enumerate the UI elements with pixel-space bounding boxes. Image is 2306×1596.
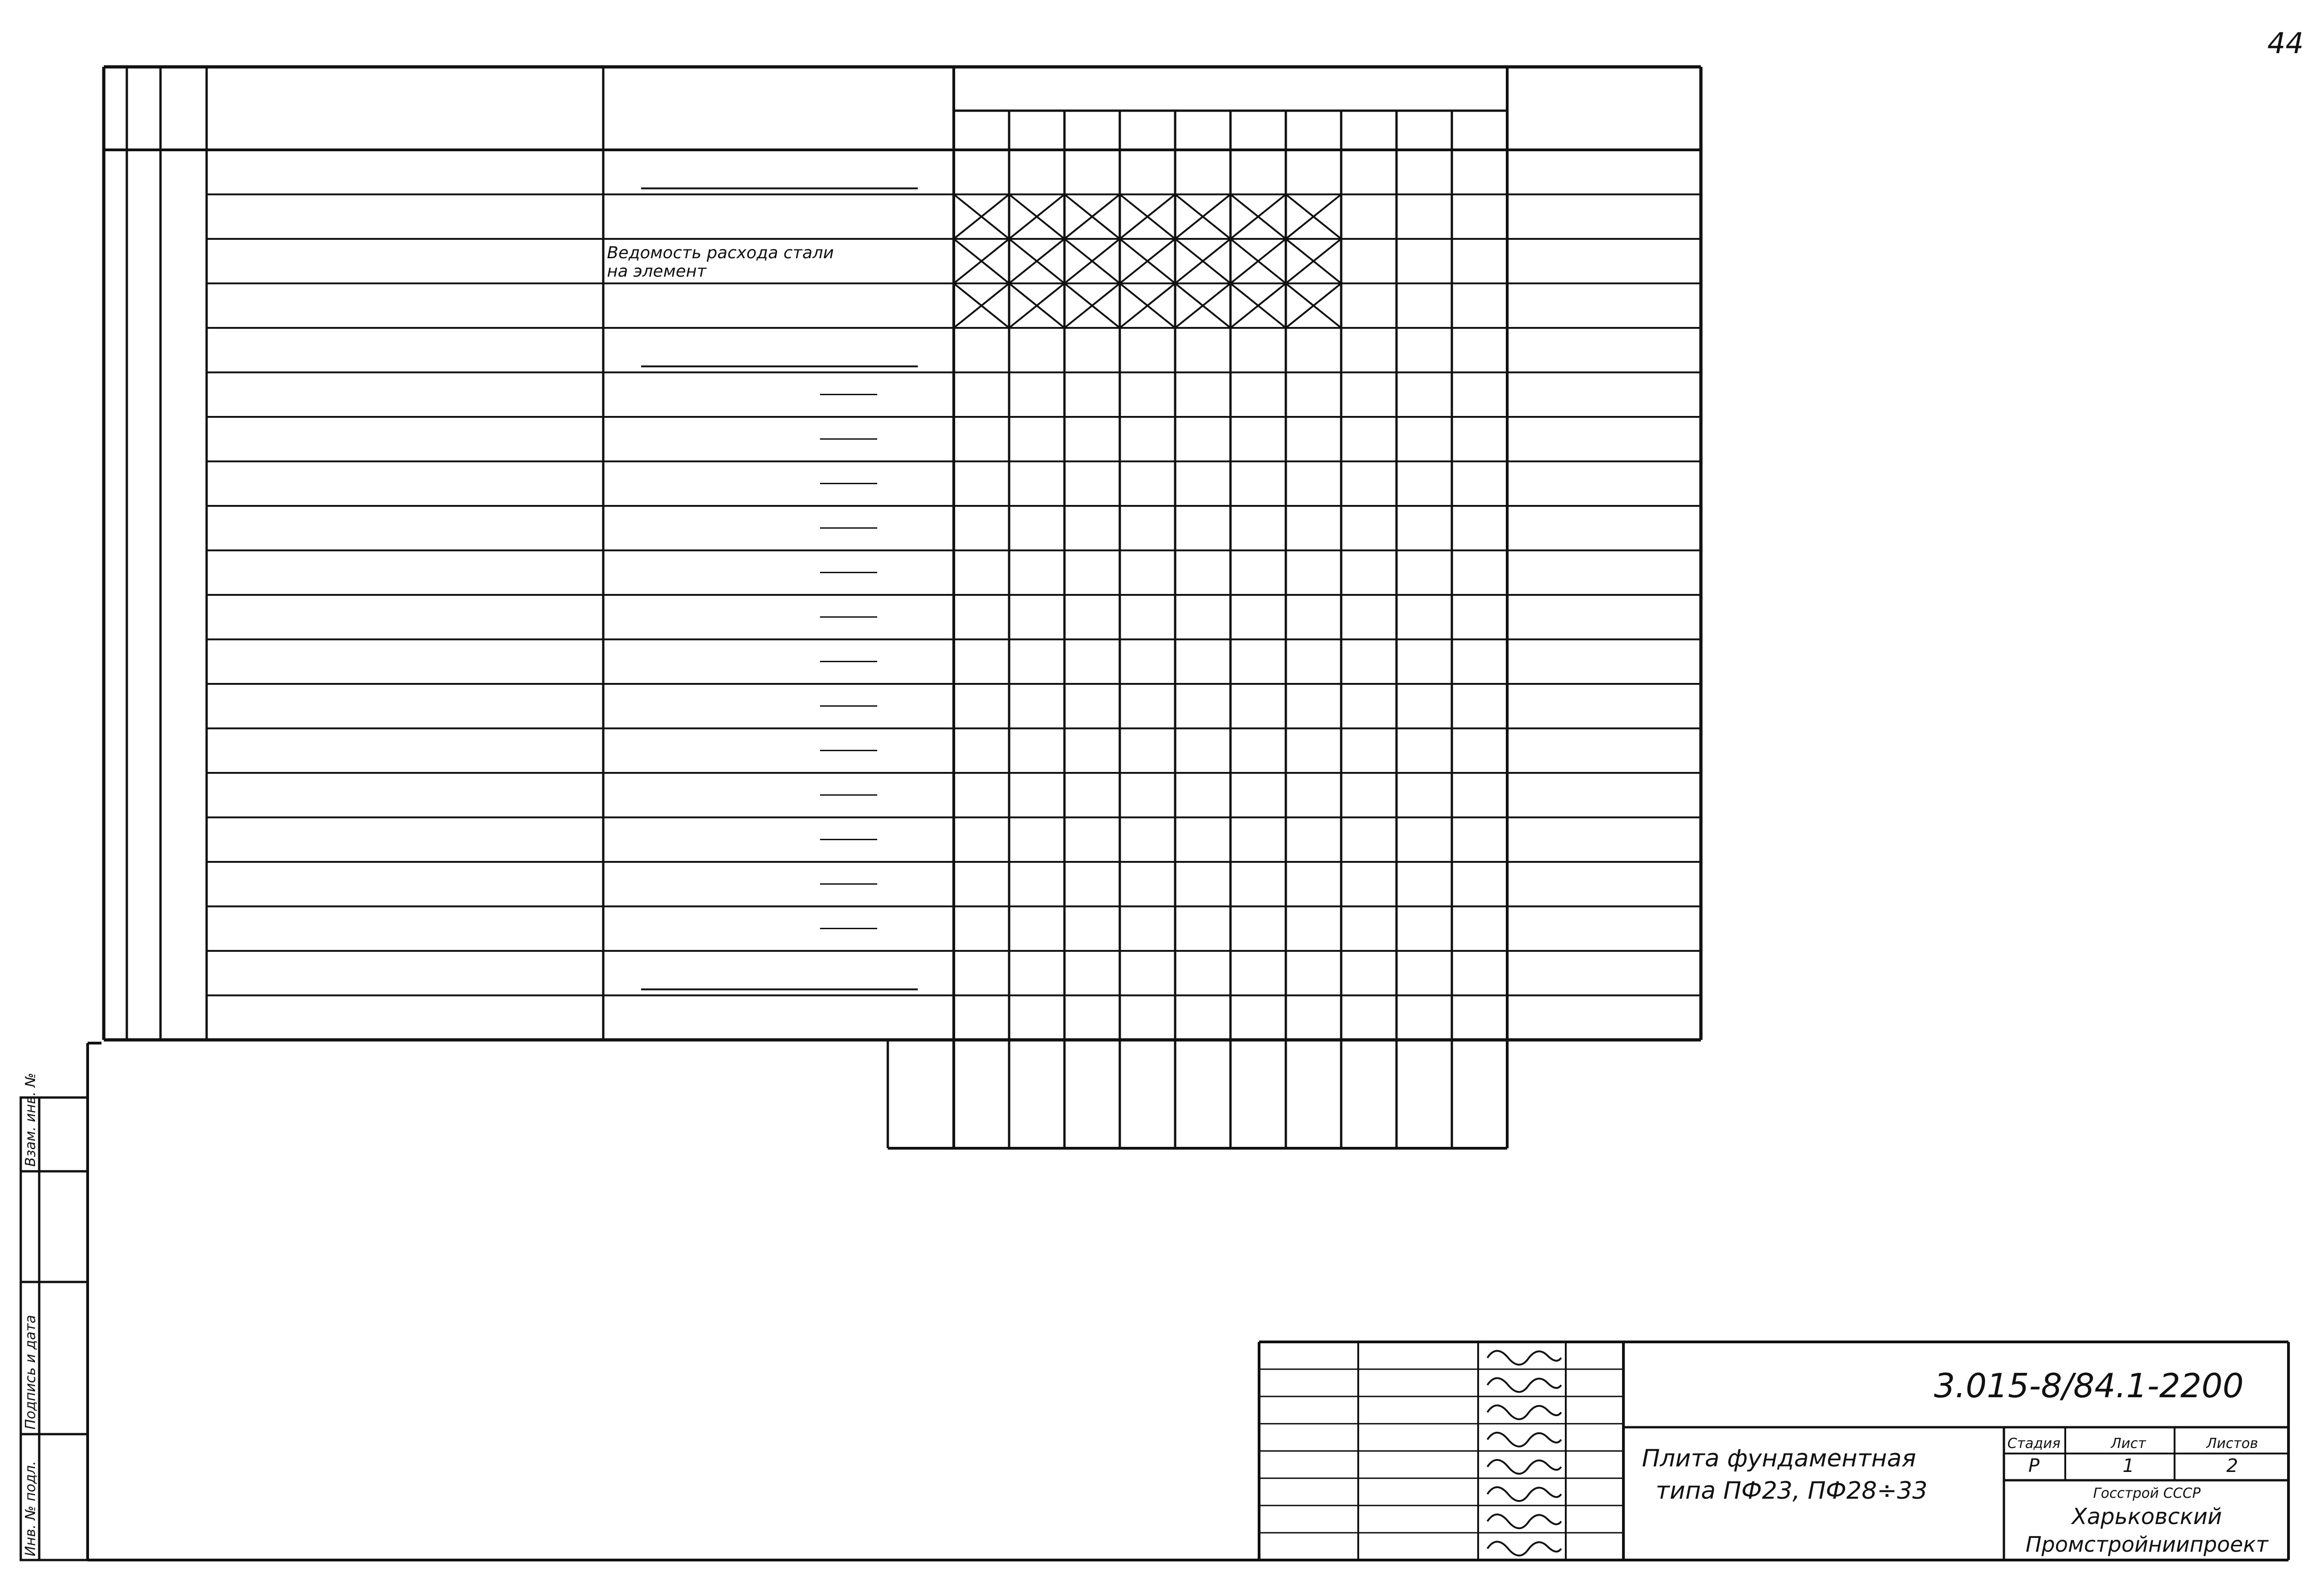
handwritten-signature	[1487, 1514, 1561, 1528]
name-cell-line: Ведомость расхода стали	[607, 243, 834, 262]
sheet-label: Лист	[2110, 1436, 2146, 1452]
table-contents	[607, 188, 918, 989]
signature-row	[1487, 1433, 1561, 1447]
drawing-frame	[88, 1043, 2288, 1560]
signature-row	[1487, 1542, 1561, 1555]
document-code: 3.015-8/84.1-2200	[1934, 1366, 2244, 1405]
handwritten-signature	[1487, 1487, 1561, 1501]
signature-row	[1487, 1378, 1561, 1392]
handwritten-signature	[1487, 1460, 1561, 1474]
side-stamp-label-2: Подпись и дата	[23, 1315, 39, 1430]
signatures-list	[1487, 1351, 1561, 1555]
signature-row	[1487, 1460, 1561, 1474]
org-line-3: Промстройниипроект	[2025, 1532, 2269, 1557]
table-row	[607, 243, 834, 281]
side-stamp-label-1: Взам. инв. №	[23, 1073, 39, 1167]
title-line-2: типа ПФ23, ПФ28÷33	[1656, 1477, 1928, 1505]
specification-table	[104, 67, 1701, 1148]
signature-row	[1487, 1514, 1561, 1528]
signature-row	[1487, 1351, 1561, 1365]
handwritten-signature	[1487, 1378, 1561, 1392]
org-line-1: Госстрой СССР	[2093, 1485, 2201, 1501]
side-stamp-label-3: Инв. № подл.	[23, 1461, 39, 1556]
handwritten-signature	[1487, 1351, 1561, 1365]
signature-row	[1487, 1406, 1561, 1419]
sheets-value: 2	[2226, 1455, 2238, 1477]
handwritten-signature	[1487, 1542, 1561, 1555]
table-grid	[104, 67, 1701, 1148]
org-line-2: Харьковский	[2072, 1504, 2222, 1530]
signature-row	[1487, 1487, 1561, 1501]
title-line-1: Плита фундаментная	[1642, 1445, 1916, 1472]
side-stamp	[21, 1073, 88, 1560]
stage-label: Стадия	[2007, 1436, 2061, 1452]
title-block	[1259, 1342, 2288, 1560]
stage-value: Р	[2028, 1455, 2040, 1477]
sheets-label: Листов	[2206, 1436, 2258, 1452]
sheet-value: 1	[2122, 1455, 2134, 1477]
page-number: 44	[2267, 26, 2304, 60]
handwritten-signature	[1487, 1433, 1561, 1447]
name-cell-line: на элемент	[607, 262, 707, 281]
handwritten-signature	[1487, 1406, 1561, 1419]
